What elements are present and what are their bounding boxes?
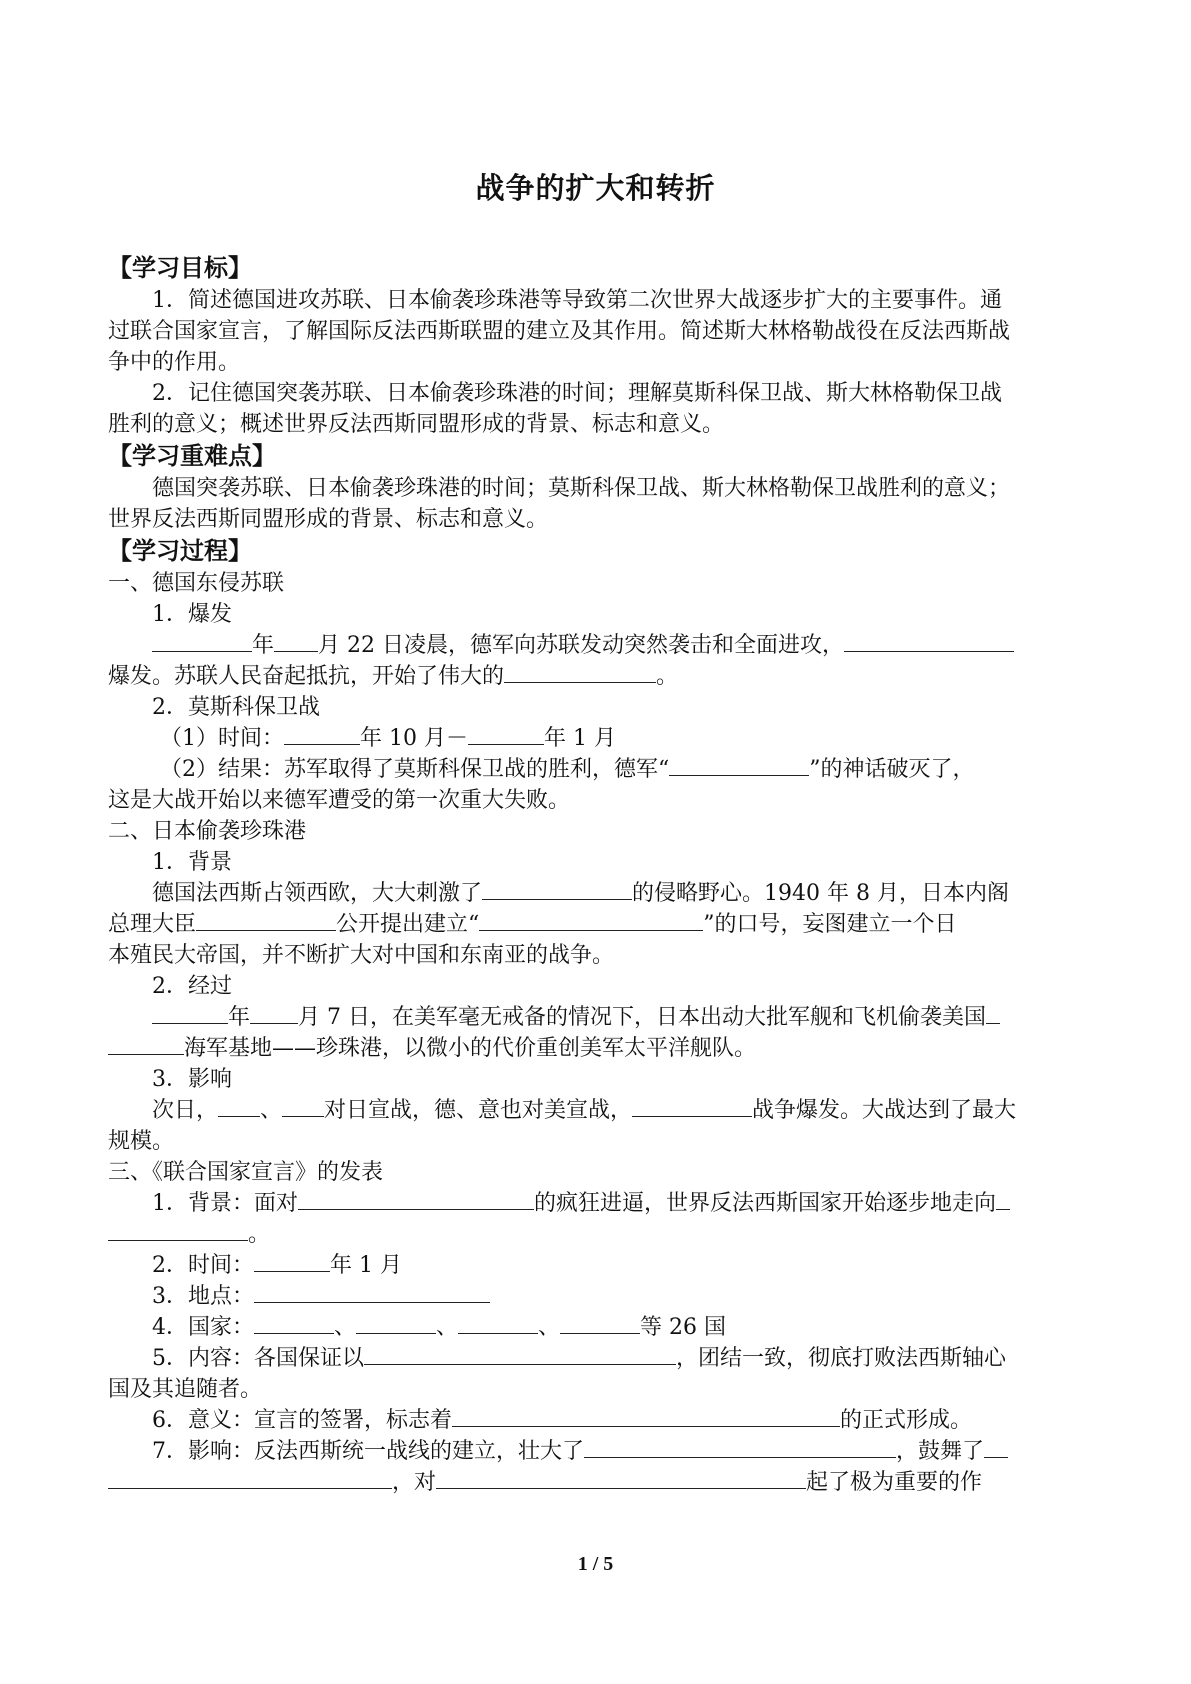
part3-bg-line2: 。 — [108, 1219, 1088, 1250]
part2-sub3: 3．影响 — [152, 1067, 232, 1092]
blank-nation-2[interactable] — [356, 1313, 436, 1334]
objective-1-line-1: 1．简述德国进攻苏联、日本偷袭珍珠港等导致第二次世界大战逐步扩大的主要事件。通 — [152, 288, 1002, 313]
page-number: 1 / 5 — [577, 1553, 614, 1575]
part3-time: 2．时间： 年 1 月 — [152, 1253, 402, 1278]
blank-direction-b[interactable] — [108, 1220, 248, 1241]
part3-heading: 三、《联合国家宣言》的发表 — [108, 1160, 384, 1185]
part1-outbreak-line1: 年 月 22 日凌晨，德军向苏联发动突然袭击和全面进攻， — [108, 630, 1088, 661]
part2-sub2: 2．经过 — [152, 974, 232, 999]
document-body — [108, 252, 1088, 1498]
blank-declaration-year[interactable] — [254, 1251, 330, 1272]
part1-heading: 一、德国东侵苏联 — [108, 571, 285, 596]
blank-year[interactable] — [152, 631, 252, 652]
blank-attack-month[interactable] — [250, 1003, 298, 1024]
part2-bg-line3: 本殖民大帝国，并不断扩大对中国和东南亚的战争。 — [108, 943, 615, 968]
process-heading: 【学习过程】 — [108, 537, 252, 565]
part3-bg-line1: 1．背景：面对 的疯狂进逼，世界反法西斯国家开始逐步地走向 — [108, 1188, 1088, 1219]
blank-end-year[interactable] — [468, 724, 544, 745]
blank-base-a[interactable] — [986, 1003, 1000, 1024]
page-title: 战争的扩大和转折 — [475, 171, 716, 205]
blank-slogan[interactable] — [479, 910, 703, 931]
part3-place: 3．地点： — [108, 1281, 1088, 1312]
keypoints-heading: 【学习重难点】 — [108, 442, 276, 470]
part2-impact-line1: 次日， 、 对日宣战，德、意也对美宣战， 战争爆发。大战达到了最大 — [152, 1098, 1017, 1123]
blank-formation[interactable] — [452, 1406, 840, 1427]
part3-content-line2: 国及其追随者。 — [108, 1377, 263, 1402]
blank-commitment[interactable] — [364, 1344, 676, 1365]
objective-2-line-2: 胜利的意义；概述世界反法西斯同盟形成的背景、标志和意义。 — [108, 412, 725, 437]
part1-sub1: 1．爆发 — [152, 602, 232, 627]
part2-impact-line2: 规模。 — [108, 1129, 175, 1154]
blank-enemy[interactable] — [298, 1189, 534, 1210]
part1-sub2: 2．莫斯科保卫战 — [152, 695, 320, 720]
blank-country-1[interactable] — [218, 1096, 260, 1117]
objective-1-line-3: 争中的作用。 — [108, 350, 241, 375]
blank-inspired-a[interactable] — [984, 1437, 1008, 1458]
part3-effect-line1: 7．影响：反法西斯统一战线的建立，壮大了 ，鼓舞了 — [108, 1436, 1088, 1467]
part1-time: （1）时间： 年 10 月－ 年 1 月 — [160, 726, 616, 751]
part3-countries: 4．国家： 、 、 、 等 26 国 — [152, 1315, 727, 1340]
blank-great-war[interactable] — [504, 662, 656, 683]
part2-bg-line2: 总理大臣 公开提出建立“ ”的口号，妄图建立一个日 — [108, 912, 957, 937]
objectives-heading: 【学习目标】 — [108, 254, 252, 282]
keypoints-line-2: 世界反法西斯同盟形成的背景、标志和意义。 — [108, 507, 549, 532]
part2-heading: 二、日本偷袭珍珠港 — [108, 819, 307, 844]
objective-2-line-1: 2．记住德国突袭苏联、日本偷袭珍珠港的时间；理解莫斯科保卫战、斯大林格勒保卫战 — [152, 381, 1002, 406]
blank-myth[interactable] — [669, 755, 809, 776]
blank-effect-target[interactable] — [436, 1468, 806, 1489]
blank-country-2[interactable] — [282, 1096, 324, 1117]
blank-attack-year[interactable] — [152, 1003, 228, 1024]
blank-month[interactable] — [274, 631, 318, 652]
blank-nation-3[interactable] — [458, 1313, 538, 1334]
part1-result-line2: 这是大战开始以来德军遭受的第一次重大失败。 — [108, 788, 571, 813]
blank-nation-4[interactable] — [560, 1313, 640, 1334]
blank-direction-a[interactable] — [996, 1189, 1010, 1210]
blank-aggressor[interactable] — [482, 879, 632, 900]
part1-result: （2）结果：苏军取得了莫斯科保卫战的胜利，德军“ ”的神话破灭了， — [160, 757, 975, 782]
blank-war-type[interactable] — [632, 1096, 752, 1117]
blank-prime-minister[interactable] — [196, 910, 336, 931]
blank-war-name[interactable] — [844, 631, 1014, 652]
blank-place[interactable] — [254, 1282, 490, 1303]
blank-base-b[interactable] — [108, 1034, 184, 1055]
part2-bg-line1: 德国法西斯占领西欧，大大刺激了 的侵略野心。1940 年 8 月，日本内阁 — [152, 881, 1009, 906]
part3-effect-line2: ，对 起了极为重要的作 — [108, 1467, 1088, 1498]
blank-nation-1[interactable] — [254, 1313, 334, 1334]
objective-1-line-2: 过联合国家宣言，了解国际反法西斯联盟的建立及其作用。简述斯大林格勒战役在反法西斯战 — [108, 319, 1011, 344]
part2-process-line1: 年 月 7 日，在美军毫无戒备的情况下，日本出动大批军舰和飞机偷袭美国 — [108, 1002, 1088, 1033]
blank-strengthened[interactable] — [584, 1437, 896, 1458]
part2-process-line2: 海军基地——珍珠港，以微小的代价重创美军太平洋舰队。 — [108, 1033, 1088, 1064]
blank-start-year[interactable] — [284, 724, 360, 745]
part2-sub1: 1．背景 — [152, 850, 232, 875]
part3-meaning: 6．意义：宣言的签署，标志着 的正式形成。 — [152, 1408, 973, 1433]
part3-content-line1: 5．内容：各国保证以 ，团结一致，彻底打败法西斯轴心 — [152, 1346, 1007, 1371]
part1-outbreak-line2: 爆发。苏联人民奋起抵抗，开始了伟大的 。 — [108, 664, 679, 689]
blank-inspired-b[interactable] — [108, 1468, 392, 1489]
keypoints-line-1: 德国突袭苏联、日本偷袭珍珠港的时间；莫斯科保卫战、斯大林格勒保卫战胜利的意义； — [152, 476, 1011, 501]
